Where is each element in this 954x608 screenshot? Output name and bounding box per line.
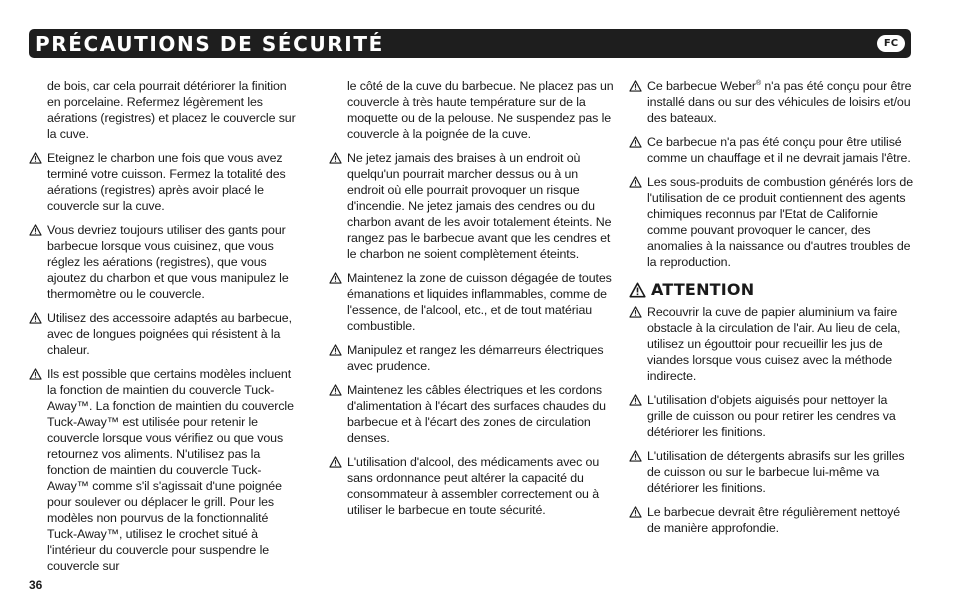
warning-icon xyxy=(329,456,342,468)
warning-paragraph xyxy=(29,310,297,358)
warning-icon xyxy=(29,368,42,380)
warning-paragraph xyxy=(629,78,915,126)
warning-paragraph xyxy=(629,448,915,496)
page-number: 36 xyxy=(29,578,43,592)
warning-icon xyxy=(629,506,642,518)
warning-paragraph xyxy=(29,366,297,574)
warning-icon xyxy=(629,450,642,462)
section-title: PRÉCAUTIONS DE SÉCURITÉ xyxy=(35,32,384,56)
warning-paragraph xyxy=(329,150,615,262)
paragraph-text: Ne jetez jamais des braises à un endroit où quelqu'un pourrait marcher dessus ou à un endroit où elle pourrait provoquer un risque d'incendie. Ne jetez jamais des cendres ou du charbon avant de les avoir totalement éteints. Ne rangez pas le barbecue avant que les cendres et le charbon ne soient complètement éteints. xyxy=(347,151,612,261)
paragraph-text: Utilisez des accessoire adaptés au barbecue, avec de longues poignées qui résistent à la chaleur. xyxy=(47,311,292,357)
column-2 xyxy=(329,78,615,526)
section-header xyxy=(29,29,911,58)
warning-icon xyxy=(29,152,42,164)
paragraph-text: L'utilisation de détergents abrasifs sur les grilles de cuisson ou sur le barbecue lui-même va détériorer les finitions. xyxy=(647,449,905,495)
language-badge: FC xyxy=(877,35,905,52)
warning-paragraph xyxy=(329,454,615,518)
paragraph-text: Ils est possible que certains modèles incluent la fonction de maintien du couvercle Tuck-Away™. La fonction de maintien du couvercle Tuck-Away™ est utilisée pour retenir le couvercle lorsque vous vérifiez ou que vous retournez vos aliments. N'utilisez pas la fonction de maintien du couvercle Tuck-Away™ comme s'il s'agissait d'une poignée pour soulever ou déplacer le grill. Pour les modèles non pourvus de la fonctionnalité Tuck-Away™, utilisez le crochet situé à l'intérieur du couvercle pour suspendre le couvercle sur xyxy=(47,367,294,573)
warning-paragraph xyxy=(629,504,915,536)
paragraph-text: le côté de la cuve du barbecue. Ne placez pas un couvercle à très haute température sur de la moquette ou de la pelouse. Ne suspendez pas le couvercle à la poignée de la cuve. xyxy=(347,79,614,141)
warning-icon xyxy=(329,384,342,396)
warning-icon xyxy=(629,176,642,188)
warning-paragraph xyxy=(29,222,297,302)
warning-icon xyxy=(29,312,42,324)
safety-paragraph xyxy=(29,78,297,142)
warning-icon xyxy=(329,152,342,164)
column-3 xyxy=(629,78,915,544)
warning-icon xyxy=(629,394,642,406)
warning-icon xyxy=(629,306,642,318)
paragraph-text: Maintenez la zone de cuisson dégagée de toutes émanations et liquides inflammables, comme de l'essence, de l'alcool, etc., et de tout matériau combustible. xyxy=(347,271,612,333)
paragraph-text: L'utilisation d'alcool, des médicaments avec ou sans ordonnance peut altérer la capacité du consommateur à assembler correctement ou à utiliser le barbecue en toute sécurité. xyxy=(347,455,600,517)
attention-label: ATTENTION xyxy=(651,280,755,299)
paragraph-text: Eteignez le charbon une fois que vous avez terminé votre cuisson. Fermez la totalité des aérations (registres) après avoir placé le couvercle sur la cuve. xyxy=(47,151,286,213)
warning-paragraph xyxy=(629,392,915,440)
attention-heading xyxy=(629,280,915,300)
safety-paragraph xyxy=(329,78,615,142)
warning-paragraph xyxy=(629,304,915,384)
paragraph-text: Le barbecue devrait être régulièrement nettoyé de manière approfondie. xyxy=(647,505,901,535)
warning-paragraph xyxy=(329,382,615,446)
column-1 xyxy=(29,78,297,582)
warning-icon xyxy=(629,282,646,298)
warning-icon xyxy=(329,344,342,356)
warning-paragraph xyxy=(329,342,615,374)
warning-paragraph xyxy=(629,134,915,166)
paragraph-text: Les sous-produits de combustion générés lors de l'utilisation de ce produit contiennent des agents chimiques reconnus par l'Etat de Californie comme pouvant provoquer le cancer, des anomalies à la naissance ou d'autres troubles de la reproduction. xyxy=(647,175,913,269)
paragraph-text: Ce barbecue n'a pas été conçu pour être utilisé comme un chauffage et il ne devrait jamais l'être. xyxy=(647,135,911,165)
warning-icon xyxy=(629,136,642,148)
paragraph-text: Vous devriez toujours utiliser des gants pour barbecue lorsque vous cuisinez, que vous réglez les aérations (registres), que vous ajoutez du charbon et que vous manipulez le thermomètre ou le couvercle. xyxy=(47,223,289,301)
registered-mark: ® xyxy=(755,79,762,87)
paragraph-text: Manipulez et rangez les démarreurs électriques avec prudence. xyxy=(347,343,604,373)
warning-icon xyxy=(329,272,342,284)
warning-paragraph xyxy=(329,270,615,334)
paragraph-text: de bois, car cela pourrait détériorer la finition en porcelaine. Refermez légèrement les aérations (registres) et placez le couvercle sur la cuve. xyxy=(47,79,296,141)
paragraph-text: Maintenez les câbles électriques et les cordons d'alimentation à l'écart des surfaces chaudes du barbecue et à l'écart des zones de circulation denses. xyxy=(347,383,606,445)
warning-paragraph xyxy=(29,150,297,214)
warning-paragraph xyxy=(629,174,915,270)
paragraph-text: Ce barbecue Weber xyxy=(647,79,756,93)
paragraph-text: L'utilisation d'objets aiguisés pour nettoyer la grille de cuisson ou pour retirer les cendres va détériorer les finitions. xyxy=(647,393,896,439)
warning-icon xyxy=(29,224,42,236)
paragraph-text: Recouvrir la cuve de papier aluminium va faire obstacle à la circulation de l'air. Au lieu de cela, utilisez un égouttoir pour recueillir les jus de viandes lorsque vous cuisez avec la méthode indirecte. xyxy=(647,305,901,383)
warning-icon xyxy=(629,80,642,92)
paragraph-text: n'a pas été conçu pour être installé dans ou sur des véhicules de loisirs et/ou des bateaux. xyxy=(647,79,912,125)
